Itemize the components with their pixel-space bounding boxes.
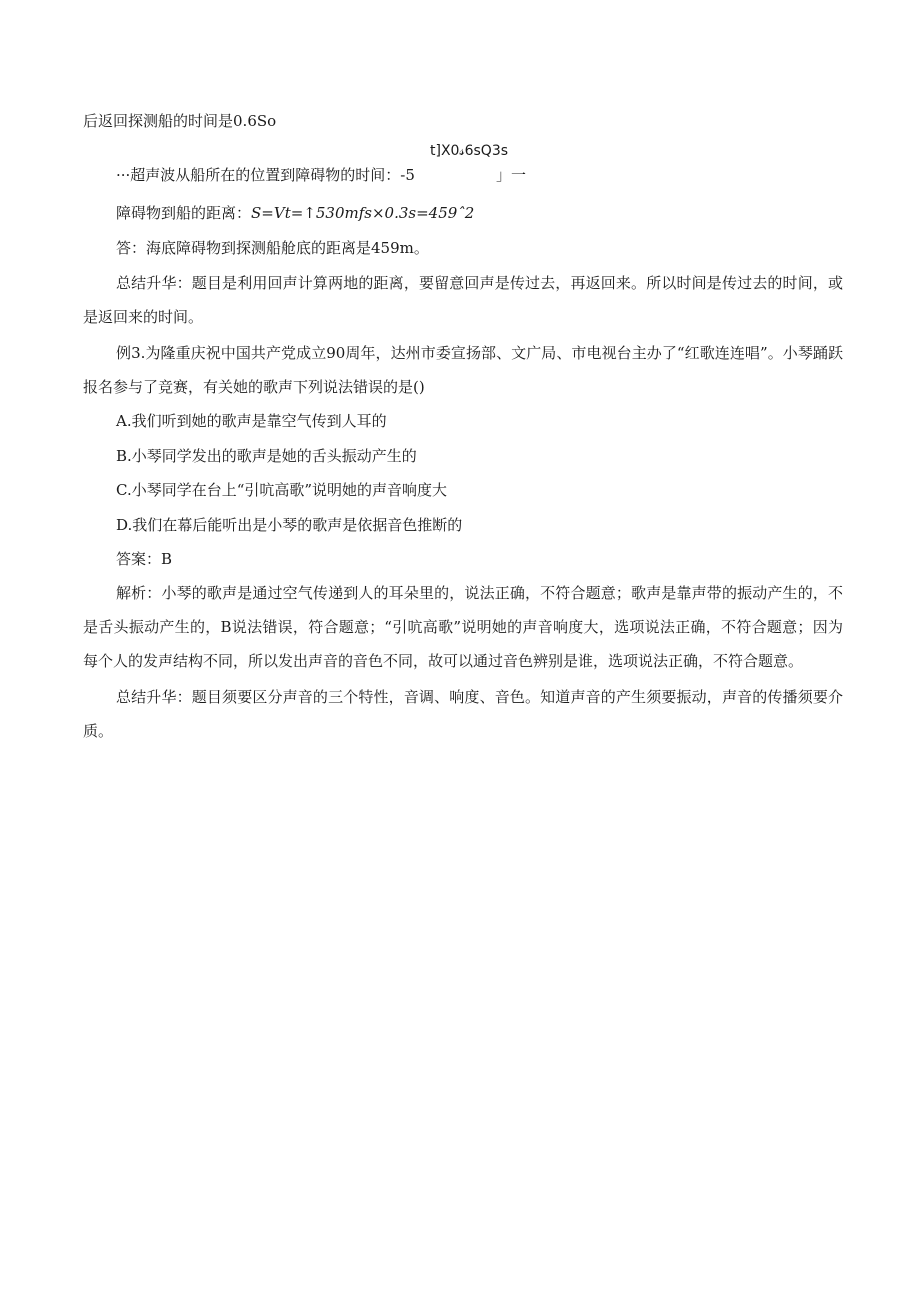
option-d: D.我们在幕后能听出是小琴的歌声是依据音色推断的 xyxy=(116,516,463,534)
analysis-paragraph: 解析：小琴的歌声是通过空气传递到人的耳朵里的，说法正确，不符合题意；歌声是靠声带的振动产生的，不是舌头振动产生的，B说法错误，符合题意；“引吭高歌”说明她的声音响度大，选项说法正确，不符合题意；因为每个人的发声结构不同，所以发出声音的音色不同，故可以通过音色辨别是谁，选项说法正确，不符合题意。 xyxy=(83,584,843,670)
ultrasound-time-text: ···超声波从船所在的位置到障碍物的时间：-5 xyxy=(116,166,415,184)
formula-fraction-top: t]X0𝓈6sQ3s xyxy=(430,143,509,159)
distance-label: 障碍物到船的距离： xyxy=(116,204,252,222)
formula-fraction-tail: 」一 xyxy=(496,166,527,184)
text-line-distance xyxy=(116,202,843,224)
summary-paragraph-1: 总结升华：题目是利用回声计算两地的距离，要留意回声是传过去，再返回来。所以时间是传过去的时间，或是返回来的时间。 xyxy=(83,274,843,326)
summary-paragraph-2: 总结升华：题目须要区分声音的三个特性，音调、响度、音色。知道声音的产生须要振动，声音的传播须要介质。 xyxy=(83,688,843,740)
answer-text: 答案：B xyxy=(116,550,173,568)
option-b: B.小琴同学发出的歌声是她的舌头振动产生的 xyxy=(116,447,417,465)
text-line-answer-distance: 答：海底障碍物到探测船舱底的距离是459m。 xyxy=(116,239,429,257)
text-line-return-time: 后返回探测船的时间是0.6So xyxy=(83,112,277,130)
distance-formula: S=Vt=↑530mfs×0.3s=459ˆ2 xyxy=(251,204,475,222)
option-c: C.小琴同学在台上“引吭高歌”说明她的声音响度大 xyxy=(116,481,448,499)
text-line-ultrasound-time xyxy=(116,164,843,186)
option-a: A.我们听到她的歌声是靠空气传到人耳的 xyxy=(116,412,387,430)
example-3-question: 例3.为隆重庆祝中国共产党成立90周年，达州市委宣扬部、文广局、市电视台主办了“红歌连连唱”。小琴踊跃报名参与了竞赛，有关她的歌声下列说法错误的是() xyxy=(83,344,843,396)
